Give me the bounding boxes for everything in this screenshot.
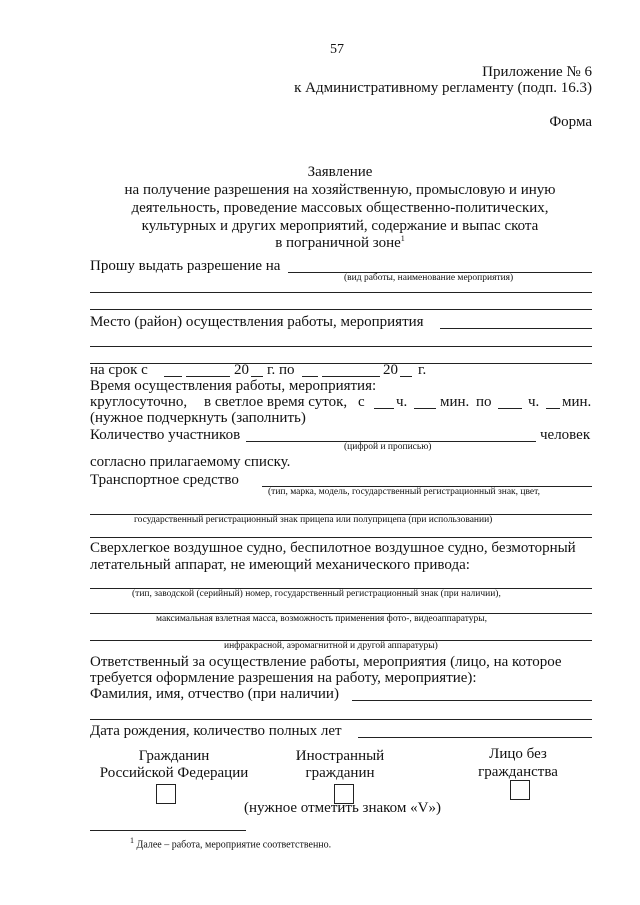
vehicle-hint-2: государственный регистрационный знак прицепа или полуприцепа (при использовании) [134,515,493,525]
period-year1-line[interactable] [251,376,263,377]
form-label: Форма [549,114,592,130]
aircraft-hint-3: инфракрасной, аэромагнитной и другой аппаратуры) [224,641,438,651]
request-line-2[interactable] [90,292,592,293]
title-line-3: культурных и других мероприятий, содержание и выпас скота [141,218,539,234]
place-input-line[interactable] [440,328,592,329]
time-daylight[interactable]: в светлое время суток, [204,394,348,410]
responsible-line-2: требуется оформление разрешения на работу, мероприятие): [90,670,477,686]
place-line-3[interactable] [90,363,592,364]
request-line-3[interactable] [90,309,592,310]
fio-line-2[interactable] [90,719,592,720]
birth-label: Дата рождения, количество полных лет [90,723,342,739]
title-line-4-text: в пограничной зоне [275,235,401,251]
page-number: 57 [330,42,344,57]
request-hint: (вид работы, наименование мероприятия) [344,273,514,283]
aircraft-hint-1: (тип, заводской (серийный) номер, государственный регистрационный знак (при наличии), [132,589,501,599]
time-to-hour-line[interactable] [498,408,522,409]
footnote-text: Далее – работа, мероприятие соответственно. [136,839,332,851]
aircraft-hint-2: максимальная взлетная масса, возможность применения фото-, видеоаппаратуры, [156,614,487,624]
period-end-label: г. [418,362,427,378]
period-year1-prefix: 20 [234,362,249,378]
period-month2-line[interactable] [322,376,380,377]
vehicle-line-3[interactable] [90,537,592,538]
responsible-line-1: Ответственный за осуществление работы, мероприятия (лицо, на которое [90,654,562,670]
birth-input-line[interactable] [358,737,592,738]
fio-input-line[interactable] [352,700,592,701]
time-label: Время осуществления работы, мероприятия: [90,378,377,394]
time-min1: мин. [440,394,470,410]
request-label: Прошу выдать разрешение на [90,258,281,274]
participants-label: Количество участников [90,427,241,443]
title-footnote-mark: 1 [400,234,405,243]
time-from-hour-line[interactable] [374,408,394,409]
title-line-1: на получение разрешения на хозяйственную, промысловую и иную [124,182,556,198]
title-heading: Заявление [307,164,373,180]
time-to: по [476,394,492,410]
time-min2: мин. [562,394,592,410]
citizenship-foreign-line-2: гражданин [305,765,375,781]
footnote-mark: 1 [130,836,134,845]
period-month1-line[interactable] [186,376,230,377]
participants-unit: человек [540,427,591,443]
vehicle-label: Транспортное средство [90,472,239,488]
citizenship-rf-checkbox[interactable] [156,784,176,804]
period-from-label: на срок с [90,362,148,378]
place-label: Место (район) осуществления работы, мероприятия [90,314,424,330]
time-from-min-line[interactable] [414,408,436,409]
appendix-line-1: Приложение № 6 [482,64,592,80]
time-to-min-line[interactable] [546,408,560,409]
citizenship-instruction: (нужное отметить знаком «V») [244,800,441,816]
citizenship-stateless-checkbox[interactable] [510,780,530,800]
time-h1: ч. [396,394,408,410]
appendix-line-2: к Административному регламенту (подп. 16.3) [294,80,592,96]
time-h2: ч. [528,394,540,410]
period-to-label: г. по [267,362,295,378]
aircraft-line-1: Сверхлегкое воздушное судно, беспилотное воздушное судно, безмоторный [90,540,576,556]
citizenship-stateless-line-1: Лицо без [489,746,547,762]
citizenship-stateless-line-2: гражданства [478,764,558,780]
footnote [130,836,331,850]
citizenship-rf-line-1: Гражданин [138,748,210,764]
time-around-clock[interactable]: круглосуточно, [90,394,188,410]
period-day2-line[interactable] [302,376,318,377]
citizenship-foreign-line-1: Иностранный [295,748,385,764]
fio-label: Фамилия, имя, отчество (при наличии) [90,686,339,702]
period-year2-line[interactable] [400,376,412,377]
participants-hint: (цифрой и прописью) [344,442,432,452]
time-from: с [358,394,365,410]
footnote-separator [90,830,246,831]
aircraft-line-2: летательный аппарат, не имеющий механического привода: [90,557,470,573]
title-line-4 [0,234,640,252]
period-day1-line[interactable] [164,376,182,377]
participants-list: согласно прилагаемому списку. [90,454,291,470]
time-note: (нужное подчеркнуть (заполнить) [90,410,306,426]
place-line-2[interactable] [90,346,592,347]
period-year2-prefix: 20 [383,362,398,378]
vehicle-hint-1: (тип, марка, модель, государственный регистрационный знак, цвет, [268,487,540,497]
citizenship-rf-line-2: Российской Федерации [99,765,249,781]
title-line-2: деятельность, проведение массовых общественно-политических, [131,200,549,216]
